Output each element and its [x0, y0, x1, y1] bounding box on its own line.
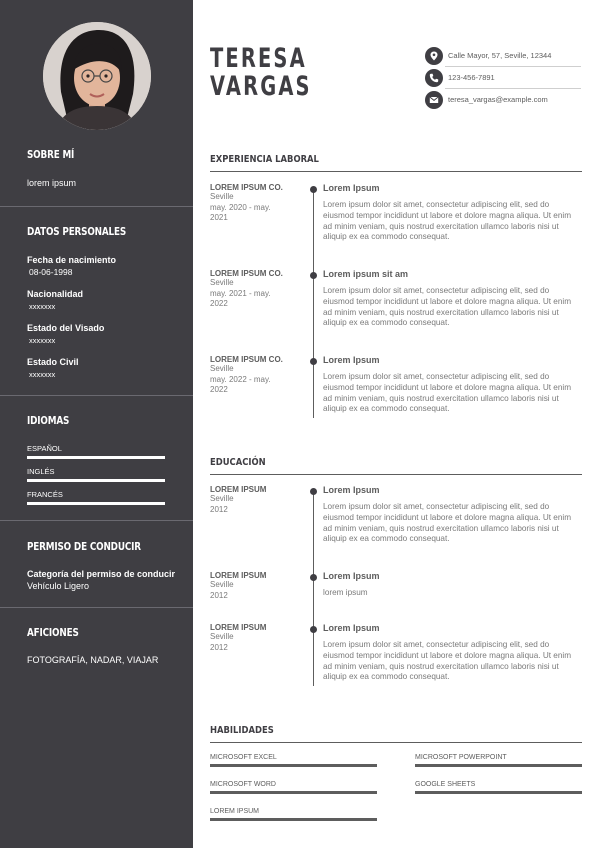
timeline-dot [310, 358, 317, 365]
language-name: INGLÉS [27, 467, 55, 476]
entry-description: Lorem ipsum dolor sit amet, consectetur adipiscing elit, sed do eiusmod tempor incididunt ut labore et dolore magna aliqua. Ut enim ad minim veniam, quis nostrud exercitation ullamco laboris nisi ut aliquip ex ea commodo consequat. [323, 502, 572, 544]
education-entry [210, 485, 582, 555]
timeline-dot [310, 488, 317, 495]
entry-city: Seville [210, 580, 234, 589]
experience-entry [210, 355, 582, 425]
languages-section [27, 415, 167, 427]
contact-divider [445, 88, 581, 89]
entry-city: Seville [210, 632, 234, 641]
field-value: xxxxxxx [29, 336, 56, 345]
entry-body [323, 183, 582, 243]
skill-name: MICROSOFT EXCEL [210, 754, 277, 761]
entry-date: 2012 [210, 504, 228, 514]
education-title: EDUCACIÓN [210, 457, 266, 468]
education-entry [210, 571, 582, 611]
about-text: lorem ipsum [27, 178, 77, 188]
entry-org: LOREM IPSUM CO. [210, 269, 283, 278]
sidebar-divider [0, 395, 193, 396]
skill-item [210, 754, 377, 767]
entry-body [323, 485, 582, 545]
first-name: TERESA [210, 43, 307, 74]
entry-org: LOREM IPSUM CO. [210, 355, 283, 364]
skill-level-bar [415, 764, 582, 767]
personal-title: DATOS PERSONALES [27, 226, 127, 238]
field-value: 08-06-1998 [29, 267, 73, 277]
languages-title: IDIOMAS [27, 415, 70, 427]
entry-body [323, 623, 582, 683]
personal-section [27, 226, 167, 238]
email-icon [425, 91, 443, 109]
entry-body [323, 355, 582, 415]
skill-level-bar [210, 791, 377, 794]
entry-city: Seville [210, 494, 234, 503]
entry-date: may. 2022 - may. [210, 374, 271, 384]
field-label: Fecha de nacimiento [27, 255, 117, 265]
entry-org: LOREM IPSUM [210, 623, 267, 632]
skill-name: MICROSOFT POWERPOINT [415, 754, 507, 761]
address-text: Calle Mayor, 57, Seville, 12344 [448, 51, 552, 60]
experience-title: EXPERIENCIA LABORAL [210, 154, 319, 165]
entry-org: LOREM IPSUM [210, 571, 267, 580]
hobbies-section [27, 627, 187, 665]
about-title: SOBRE MÍ [27, 149, 75, 161]
sidebar-divider [0, 520, 193, 521]
entry-city: Seville [210, 364, 234, 373]
skill-name: MICROSOFT WORD [210, 781, 276, 788]
entry-date: may. 2021 - may. [210, 288, 271, 298]
language-item [27, 444, 167, 459]
field-value: xxxxxxx [29, 302, 56, 311]
entry-meta [210, 485, 300, 515]
entry-org: LOREM IPSUM [210, 485, 267, 494]
section-rule [210, 474, 582, 475]
license-section [27, 541, 167, 553]
skill-name: LOREM IPSUM [210, 808, 260, 815]
license-label: Categoría del permiso de conducir [27, 569, 176, 579]
last-name: VARGAS [210, 71, 312, 102]
language-name: FRANCÉS [27, 490, 63, 499]
field-label: Nacionalidad [27, 289, 84, 299]
profile-photo [43, 22, 151, 130]
license-field [27, 569, 187, 591]
entry-meta [210, 571, 300, 601]
entry-description: Lorem ipsum dolor sit amet, consectetur adipiscing elit, sed do eiusmod tempor incididunt ut labore et dolore magna aliqua. Ut enim ad minim veniam, quis nostrud exercitation ullamco laboris nisi ut aliquip ex ea commodo consequat. [323, 372, 572, 414]
entry-title: Lorem Ipsum [323, 571, 380, 581]
license-value: Vehículo Ligero [27, 581, 90, 591]
skill-level-bar [415, 791, 582, 794]
entry-body [323, 571, 582, 599]
timeline-dot [310, 574, 317, 581]
entry-date: 2022 [210, 299, 228, 308]
hobbies-text: FOTOGRAFÍA, NADAR, VIAJAR [27, 655, 159, 665]
language-item [27, 490, 167, 505]
entry-title: Lorem Ipsum [323, 183, 380, 193]
personal-field [27, 323, 167, 345]
language-item [27, 467, 167, 482]
entry-description: lorem ipsum [323, 588, 368, 597]
timeline-dot [310, 626, 317, 633]
hobbies-title: AFICIONES [27, 627, 79, 639]
sidebar [0, 0, 193, 848]
entry-title: Lorem Ipsum [323, 623, 380, 633]
language-level-bar [27, 479, 165, 482]
phone-icon [425, 69, 443, 87]
entry-title: Lorem Ipsum [323, 485, 380, 495]
entry-city: Seville [210, 192, 234, 201]
license-title: PERMISO DE CONDUCIR [27, 541, 141, 553]
skill-item [415, 754, 582, 767]
skill-level-bar [210, 818, 377, 821]
sidebar-divider [0, 607, 193, 608]
education-entry [210, 623, 582, 693]
timeline-dot [310, 186, 317, 193]
personal-field [27, 255, 167, 277]
about-section [27, 149, 167, 188]
sidebar-divider [0, 206, 193, 207]
contact-email [425, 91, 581, 113]
language-level-bar [27, 456, 165, 459]
entry-body [323, 269, 582, 329]
entry-org: LOREM IPSUM CO. [210, 183, 283, 192]
entry-description: Lorem ipsum dolor sit amet, consectetur adipiscing elit, sed do eiusmod tempor incididunt ut labore et dolore magna aliqua. Ut enim ad minim veniam, quis nostrud exercitation ullamco laboris nisi ut aliquip ex ea commodo consequat. [323, 286, 572, 328]
entry-city: Seville [210, 278, 234, 287]
entry-date: 2012 [210, 590, 228, 600]
field-value: xxxxxxx [29, 370, 56, 379]
skill-name: GOOGLE SHEETS [415, 781, 476, 788]
entry-date: may. 2020 - may. [210, 202, 271, 212]
entry-meta [210, 355, 300, 396]
skill-item [415, 781, 582, 794]
field-label: Estado del Visado [27, 323, 105, 333]
contact-divider [445, 66, 581, 67]
language-name: ESPAÑOL [27, 444, 62, 453]
language-level-bar [27, 502, 165, 505]
personal-field [27, 357, 167, 379]
entry-title: Lorem ipsum sit am [323, 269, 409, 279]
entry-description: Lorem ipsum dolor sit amet, consectetur adipiscing elit, sed do eiusmod tempor incididunt ut labore et dolore magna aliqua. Ut enim ad minim veniam, quis nostrud exercitation ullamco laboris nisi ut aliquip ex ea commodo consequat. [323, 640, 572, 682]
location-icon [425, 47, 443, 65]
entry-meta [210, 623, 300, 653]
skill-level-bar [210, 764, 377, 767]
section-rule [210, 742, 582, 743]
entry-date: 2012 [210, 642, 228, 652]
timeline-dot [310, 272, 317, 279]
skill-item [210, 808, 377, 821]
entry-title: Lorem Ipsum [323, 355, 380, 365]
entry-meta [210, 269, 300, 310]
field-label: Estado Civil [27, 357, 79, 367]
experience-entry [210, 269, 582, 339]
personal-field [27, 289, 167, 311]
skills-title: HABILIDADES [210, 725, 274, 736]
entry-date: 2021 [210, 213, 228, 222]
entry-date: 2022 [210, 385, 228, 394]
email-text: teresa_vargas@example.com [448, 95, 548, 104]
entry-meta [210, 183, 300, 224]
entry-description: Lorem ipsum dolor sit amet, consectetur adipiscing elit, sed do eiusmod tempor incididunt ut labore et dolore magna aliqua. Ut enim ad minim veniam, quis nostrud exercitation ullamco laboris nisi ut aliquip ex ea commodo consequat. [323, 200, 572, 242]
experience-entry [210, 183, 582, 253]
section-rule [210, 171, 582, 172]
skill-item [210, 781, 377, 794]
phone-text: 123-456-7891 [448, 73, 495, 82]
